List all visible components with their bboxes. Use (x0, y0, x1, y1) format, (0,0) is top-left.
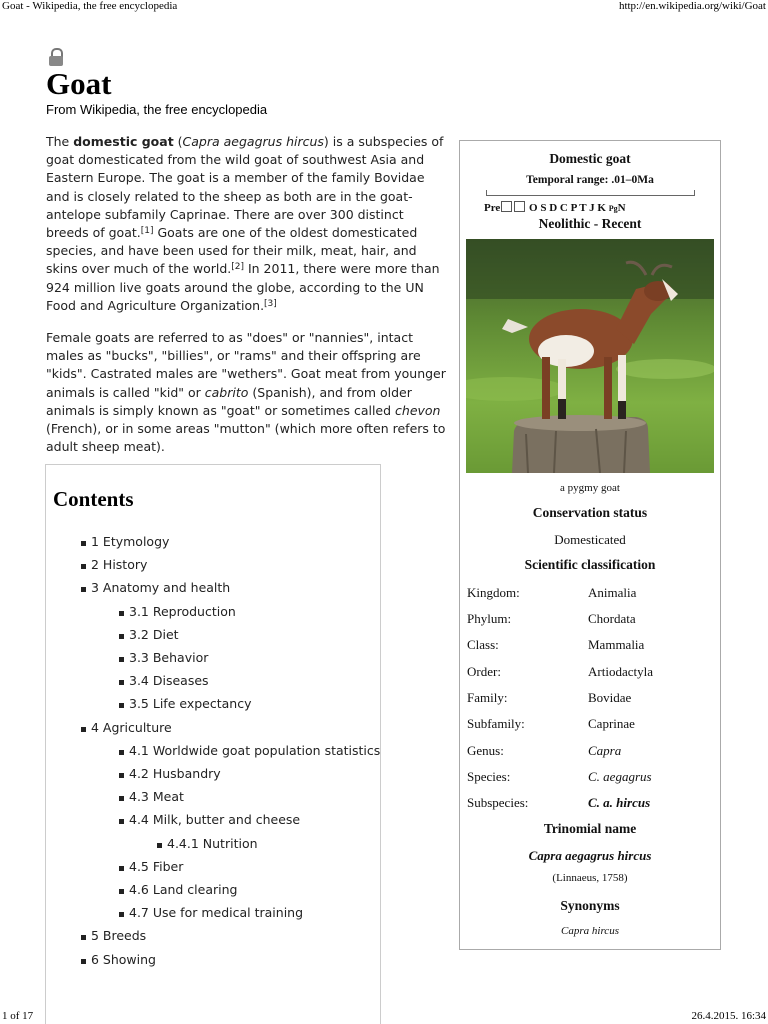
print-datetime: 26.4.2015. 16:34 (691, 1010, 766, 1022)
taxon-rank: Family: (467, 690, 508, 705)
toc-item[interactable]: 3.3 Behavior (129, 650, 209, 665)
conservation-heading[interactable]: Conservation status (532, 505, 648, 520)
toc-item[interactable]: 3.1 Reproduction (129, 604, 236, 619)
toc-item[interactable]: 3.4 Diseases (129, 673, 209, 688)
taxon-rank: Species: (467, 769, 511, 784)
taxon-rank: Phylum: (467, 611, 512, 626)
lock-icon (49, 48, 63, 66)
taxon-value[interactable]: Caprinae (588, 716, 635, 731)
taxon-value: C. a. hircus (588, 795, 651, 810)
reference-link-1[interactable]: [1] (140, 226, 154, 237)
article-intro (46, 133, 446, 470)
taxon-value[interactable]: Bovidae (588, 690, 632, 705)
page-subtitle: From Wikipedia, the free encyclopedia (46, 102, 268, 117)
table-of-contents (45, 464, 381, 1024)
toc-item[interactable]: 4 Agriculture (91, 720, 172, 735)
infobox-title: Domestic goat (549, 151, 631, 166)
synonyms-heading: Synonyms (560, 898, 620, 913)
taxon-value[interactable]: Chordata (588, 611, 636, 626)
timeline-tick (486, 190, 487, 196)
reference-link-2[interactable]: [2] (231, 262, 244, 273)
toc-item[interactable]: 2 History (91, 557, 148, 572)
taxon-rank: Subspecies: (467, 795, 529, 810)
taxon-rank: Order: (467, 664, 501, 679)
taxon-value[interactable]: Mammalia (588, 637, 645, 652)
taxon-rank: Kingdom: (467, 585, 520, 600)
toc-item[interactable]: 4.4.1 Nutrition (167, 836, 258, 851)
toc-item[interactable]: 4.4 Milk, butter and cheese (129, 812, 301, 827)
toc-item[interactable]: 4.5 Fiber (129, 859, 184, 874)
toc-item[interactable]: 4.1 Worldwide goat population statistics (129, 743, 381, 758)
taxon-rank: Genus: (467, 743, 504, 758)
toc-item[interactable]: 4.6 Land clearing (129, 882, 238, 897)
timeline-tick (694, 190, 695, 196)
toc-item[interactable]: 3.5 Life expectancy (129, 696, 252, 711)
toc-item[interactable]: 1 Etymology (91, 534, 170, 549)
intro-paragraph-1: The domestic goat (Capra aegagrus hircus) is a subspecies of goat domesticated from the wild goat of southwest Asia and Eastern Europe. The goat is a member of the family Bovidae and is closely related to the sheep as both are in the goat-antelope subfamily Caprinae. There are over 300 distinct breeds of goat.[1] Goats are one of the oldest domesticated species, and have been used for their milk, meat, hair, and skins over much of the world.[2] In 2011, there were more than 924 million live goats around the globe, according to the UN Food and Agriculture Organization.[3] (46, 134, 444, 313)
print-header-title: Goat - Wikipedia, the free encyclopedia (2, 0, 178, 12)
goat-image[interactable] (466, 239, 714, 473)
trinomial-authority[interactable]: (Linnaeus, 1758) (552, 872, 628, 884)
print-footer (0, 1008, 768, 1024)
classification-heading[interactable]: Scientific classification (524, 557, 656, 572)
page-number: 1 of 17 (2, 1010, 34, 1022)
epoch-label: Neolithic - Recent (538, 216, 642, 231)
toc-item[interactable]: 4.7 Use for medical training (129, 905, 304, 920)
toc-item[interactable]: 3.2 Diet (129, 627, 179, 642)
print-header (0, 0, 768, 16)
taxon-value[interactable]: Capra (588, 743, 622, 758)
geologic-timeline[interactable]: Pre O S D C P T J K PgN (484, 202, 626, 214)
taxon-rank: Subfamily: (467, 716, 525, 731)
temporal-range[interactable]: Temporal range: .01–0Ma (526, 174, 654, 186)
infobox (459, 140, 721, 950)
trinomial-heading[interactable]: Trinomial name (543, 821, 637, 836)
taxon-rank: Class: (467, 637, 499, 652)
trinomial-value: Capra aegagrus hircus (528, 848, 652, 863)
page-title: Goat (46, 66, 112, 101)
toc-heading: Contents (53, 487, 134, 511)
toc-item[interactable]: 4.3 Meat (129, 789, 184, 804)
taxon-value[interactable]: C. aegagrus (588, 769, 652, 784)
synonyms-value: Capra hircus (561, 925, 619, 937)
print-header-url[interactable]: http://en.wikipedia.org/wiki/Goat (618, 0, 766, 12)
toc-item[interactable]: 4.2 Husbandry (129, 766, 221, 781)
image-caption: a pygmy goat (560, 482, 620, 494)
toc-item[interactable]: 6 Showing (91, 952, 156, 967)
conservation-value: Domesticated (554, 532, 626, 547)
toc-item[interactable]: 3 Anatomy and health (91, 580, 231, 595)
taxon-value[interactable]: Animalia (588, 585, 637, 600)
timeline-bar (486, 195, 694, 196)
toc-item[interactable]: 5 Breeds (91, 928, 147, 943)
taxon-value[interactable]: Artiodactyla (588, 664, 653, 679)
reference-link-3[interactable]: [3] (264, 298, 277, 309)
intro-paragraph-2: Female goats are referred to as "does" or "nannies", intact males as "bucks", "billies", or "rams" and their offspring are "kids". Castrated males are "wethers". Goat meat from younger animals is called "kid" or cabrito (Spanish), and from older animals is simply known as "goat" or sometimes called chevon (French), or in some areas "mutton" (which more often refers to adult sheep meat). (46, 330, 446, 455)
